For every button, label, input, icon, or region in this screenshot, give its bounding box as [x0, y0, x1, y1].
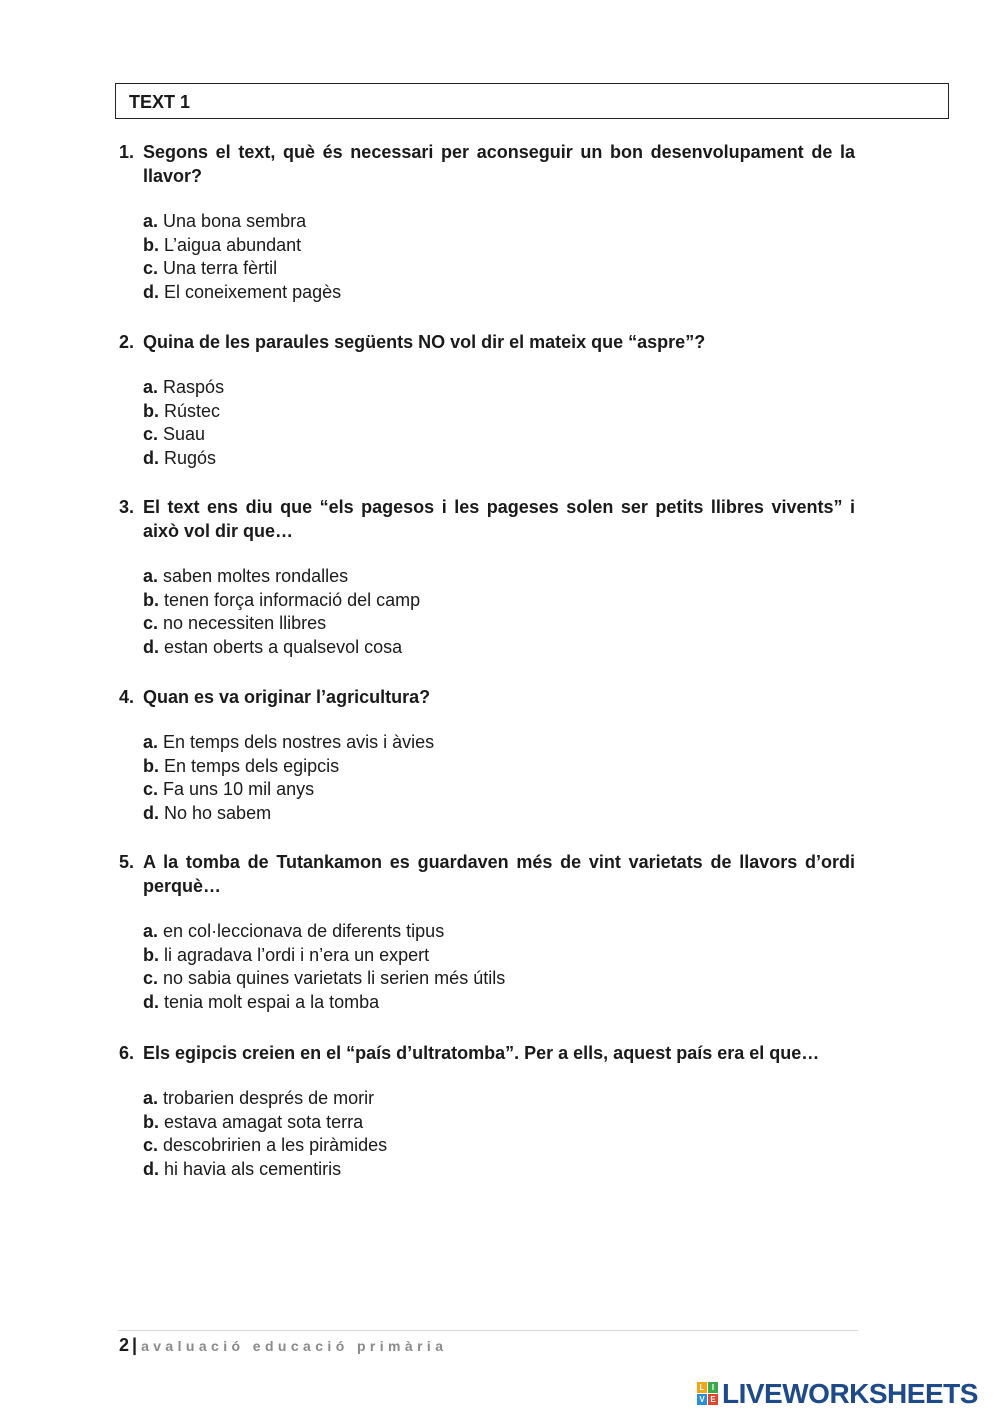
option-letter: a. [143, 566, 159, 586]
option-text: Rugós [164, 448, 217, 469]
option-letter: d. [143, 992, 159, 1013]
option-letter: c. [143, 258, 159, 279]
option-letter: a. [143, 921, 159, 941]
option-letter: c. [143, 1135, 159, 1156]
option-text: saben moltes rondalles [163, 566, 349, 586]
options-list [143, 210, 855, 305]
option-d[interactable] [143, 1158, 855, 1182]
option-letter: b. [143, 234, 159, 255]
option-letter: a. [143, 1088, 159, 1108]
options-list [143, 731, 855, 826]
option-text: tenia molt espai a la tomba [164, 992, 380, 1013]
option-text: Fa uns 10 mil anys [163, 779, 315, 800]
question-3 [119, 495, 855, 676]
question-number: 3. [119, 497, 135, 517]
option-letter: a. [143, 377, 159, 397]
option-letter: c. [143, 779, 159, 800]
option-letter: d. [143, 637, 159, 658]
option-b[interactable] [143, 589, 855, 613]
question-title [119, 850, 855, 898]
option-text: hi havia als cementiris [164, 1159, 342, 1180]
option-letter: b. [143, 1111, 159, 1132]
option-text: trobarien després de morir [163, 1088, 375, 1108]
option-a[interactable] [143, 376, 855, 400]
question-title [119, 1041, 855, 1065]
option-a[interactable] [143, 920, 855, 944]
option-b[interactable] [143, 944, 855, 968]
option-letter: b. [143, 589, 159, 610]
footer-separator: | [132, 1335, 138, 1355]
option-letter: c. [143, 424, 159, 445]
question-text: Quan es va originar l’agricultura? [143, 687, 431, 707]
question-1 [119, 140, 855, 321]
question-number: 1. [119, 142, 135, 162]
question-title [119, 330, 855, 354]
option-letter: c. [143, 613, 159, 634]
liveworksheets-icon [697, 1382, 719, 1406]
option-text: L’aigua abundant [164, 234, 302, 255]
question-title [119, 685, 855, 709]
option-letter: d. [143, 448, 159, 469]
question-text: A la tomba de Tutankamon es guardaven més de vint varietats de llavors d’ordi perquè… [143, 852, 855, 896]
question-text: Segons el text, què és necessari per aconseguir un bon desenvolupament de la llavor? [143, 142, 855, 186]
option-text: estava amagat sota terra [164, 1111, 364, 1132]
option-b[interactable] [143, 755, 855, 779]
footer-tagline: avaluació educació primària [141, 1338, 448, 1354]
options-list [143, 920, 855, 1015]
option-text: no sabia quines varietats li serien més útils [163, 968, 506, 989]
option-text: Una bona sembra [163, 211, 307, 231]
logo-tile-v: V [697, 1394, 707, 1405]
text-header-box [115, 83, 949, 119]
option-c[interactable] [143, 257, 855, 281]
question-title [119, 495, 855, 543]
option-text: estan oberts a qualsevol cosa [164, 637, 403, 658]
option-d[interactable] [143, 636, 855, 660]
option-c[interactable] [143, 612, 855, 636]
question-number: 2. [119, 332, 135, 352]
question-number: 6. [119, 1043, 135, 1063]
option-c[interactable] [143, 1134, 855, 1158]
options-list [143, 1087, 855, 1182]
option-letter: c. [143, 968, 159, 989]
question-2 [119, 330, 855, 487]
option-text: Rústec [164, 400, 221, 421]
option-b[interactable] [143, 234, 855, 258]
question-text: Quina de les paraules següents NO vol dir el mateix que “aspre”? [143, 332, 706, 352]
option-letter: b. [143, 944, 159, 965]
footer-divider [118, 1330, 858, 1331]
option-d[interactable] [143, 447, 855, 471]
option-letter: a. [143, 732, 159, 752]
page-footer [119, 1335, 447, 1356]
option-text: li agradava l’ordi i n’era un expert [164, 944, 430, 965]
option-text: no necessiten llibres [163, 613, 327, 634]
question-number: 4. [119, 687, 135, 707]
option-a[interactable] [143, 731, 855, 755]
option-text: descobririen a les piràmides [163, 1135, 388, 1156]
options-list [143, 565, 855, 660]
text-header-title: TEXT 1 [129, 92, 191, 112]
option-text: En temps dels nostres avis i àvies [163, 732, 435, 752]
option-text: Suau [163, 424, 206, 445]
option-text: No ho sabem [164, 803, 272, 824]
option-b[interactable] [143, 400, 855, 424]
option-letter: b. [143, 755, 159, 776]
option-text: en col·leccionava de diferents tipus [163, 921, 445, 941]
option-c[interactable] [143, 967, 855, 991]
option-d[interactable] [143, 802, 855, 826]
liveworksheets-brand: LIVEWORKSHEETS [722, 1378, 978, 1409]
option-letter: d. [143, 282, 159, 303]
option-letter: d. [143, 1159, 159, 1180]
page-number: 2 [119, 1335, 130, 1355]
option-letter: d. [143, 803, 159, 824]
options-list [143, 376, 855, 471]
option-d[interactable] [143, 991, 855, 1015]
option-a[interactable] [143, 210, 855, 234]
option-text: El coneixement pagès [164, 282, 342, 303]
option-a[interactable] [143, 565, 855, 589]
logo-tile-l: L [697, 1382, 707, 1393]
option-text: tenen força informació del camp [164, 589, 421, 610]
option-c[interactable] [143, 423, 855, 447]
option-letter: b. [143, 400, 159, 421]
question-number: 5. [119, 852, 135, 872]
option-letter: a. [143, 211, 159, 231]
question-title [119, 140, 855, 188]
liveworksheets-logo [697, 1378, 978, 1410]
question-6 [119, 1041, 855, 1198]
option-c[interactable] [143, 778, 855, 802]
option-a[interactable] [143, 1087, 855, 1111]
logo-tile-e: E [708, 1394, 718, 1405]
option-d[interactable] [143, 281, 855, 305]
question-text: Els egipcis creien en el “país d’ultratomba”. Per a ells, aquest país era el que… [143, 1043, 820, 1063]
option-b[interactable] [143, 1111, 855, 1135]
option-text: Raspós [163, 377, 225, 397]
question-4 [119, 685, 855, 842]
question-text: El text ens diu que “els pagesos i les pageses solen ser petits llibres vivents” i això vol dir que… [143, 497, 855, 541]
option-text: Una terra fèrtil [163, 258, 278, 279]
logo-tile-i: I [708, 1382, 718, 1393]
option-text: En temps dels egipcis [164, 755, 340, 776]
question-5 [119, 850, 855, 1031]
